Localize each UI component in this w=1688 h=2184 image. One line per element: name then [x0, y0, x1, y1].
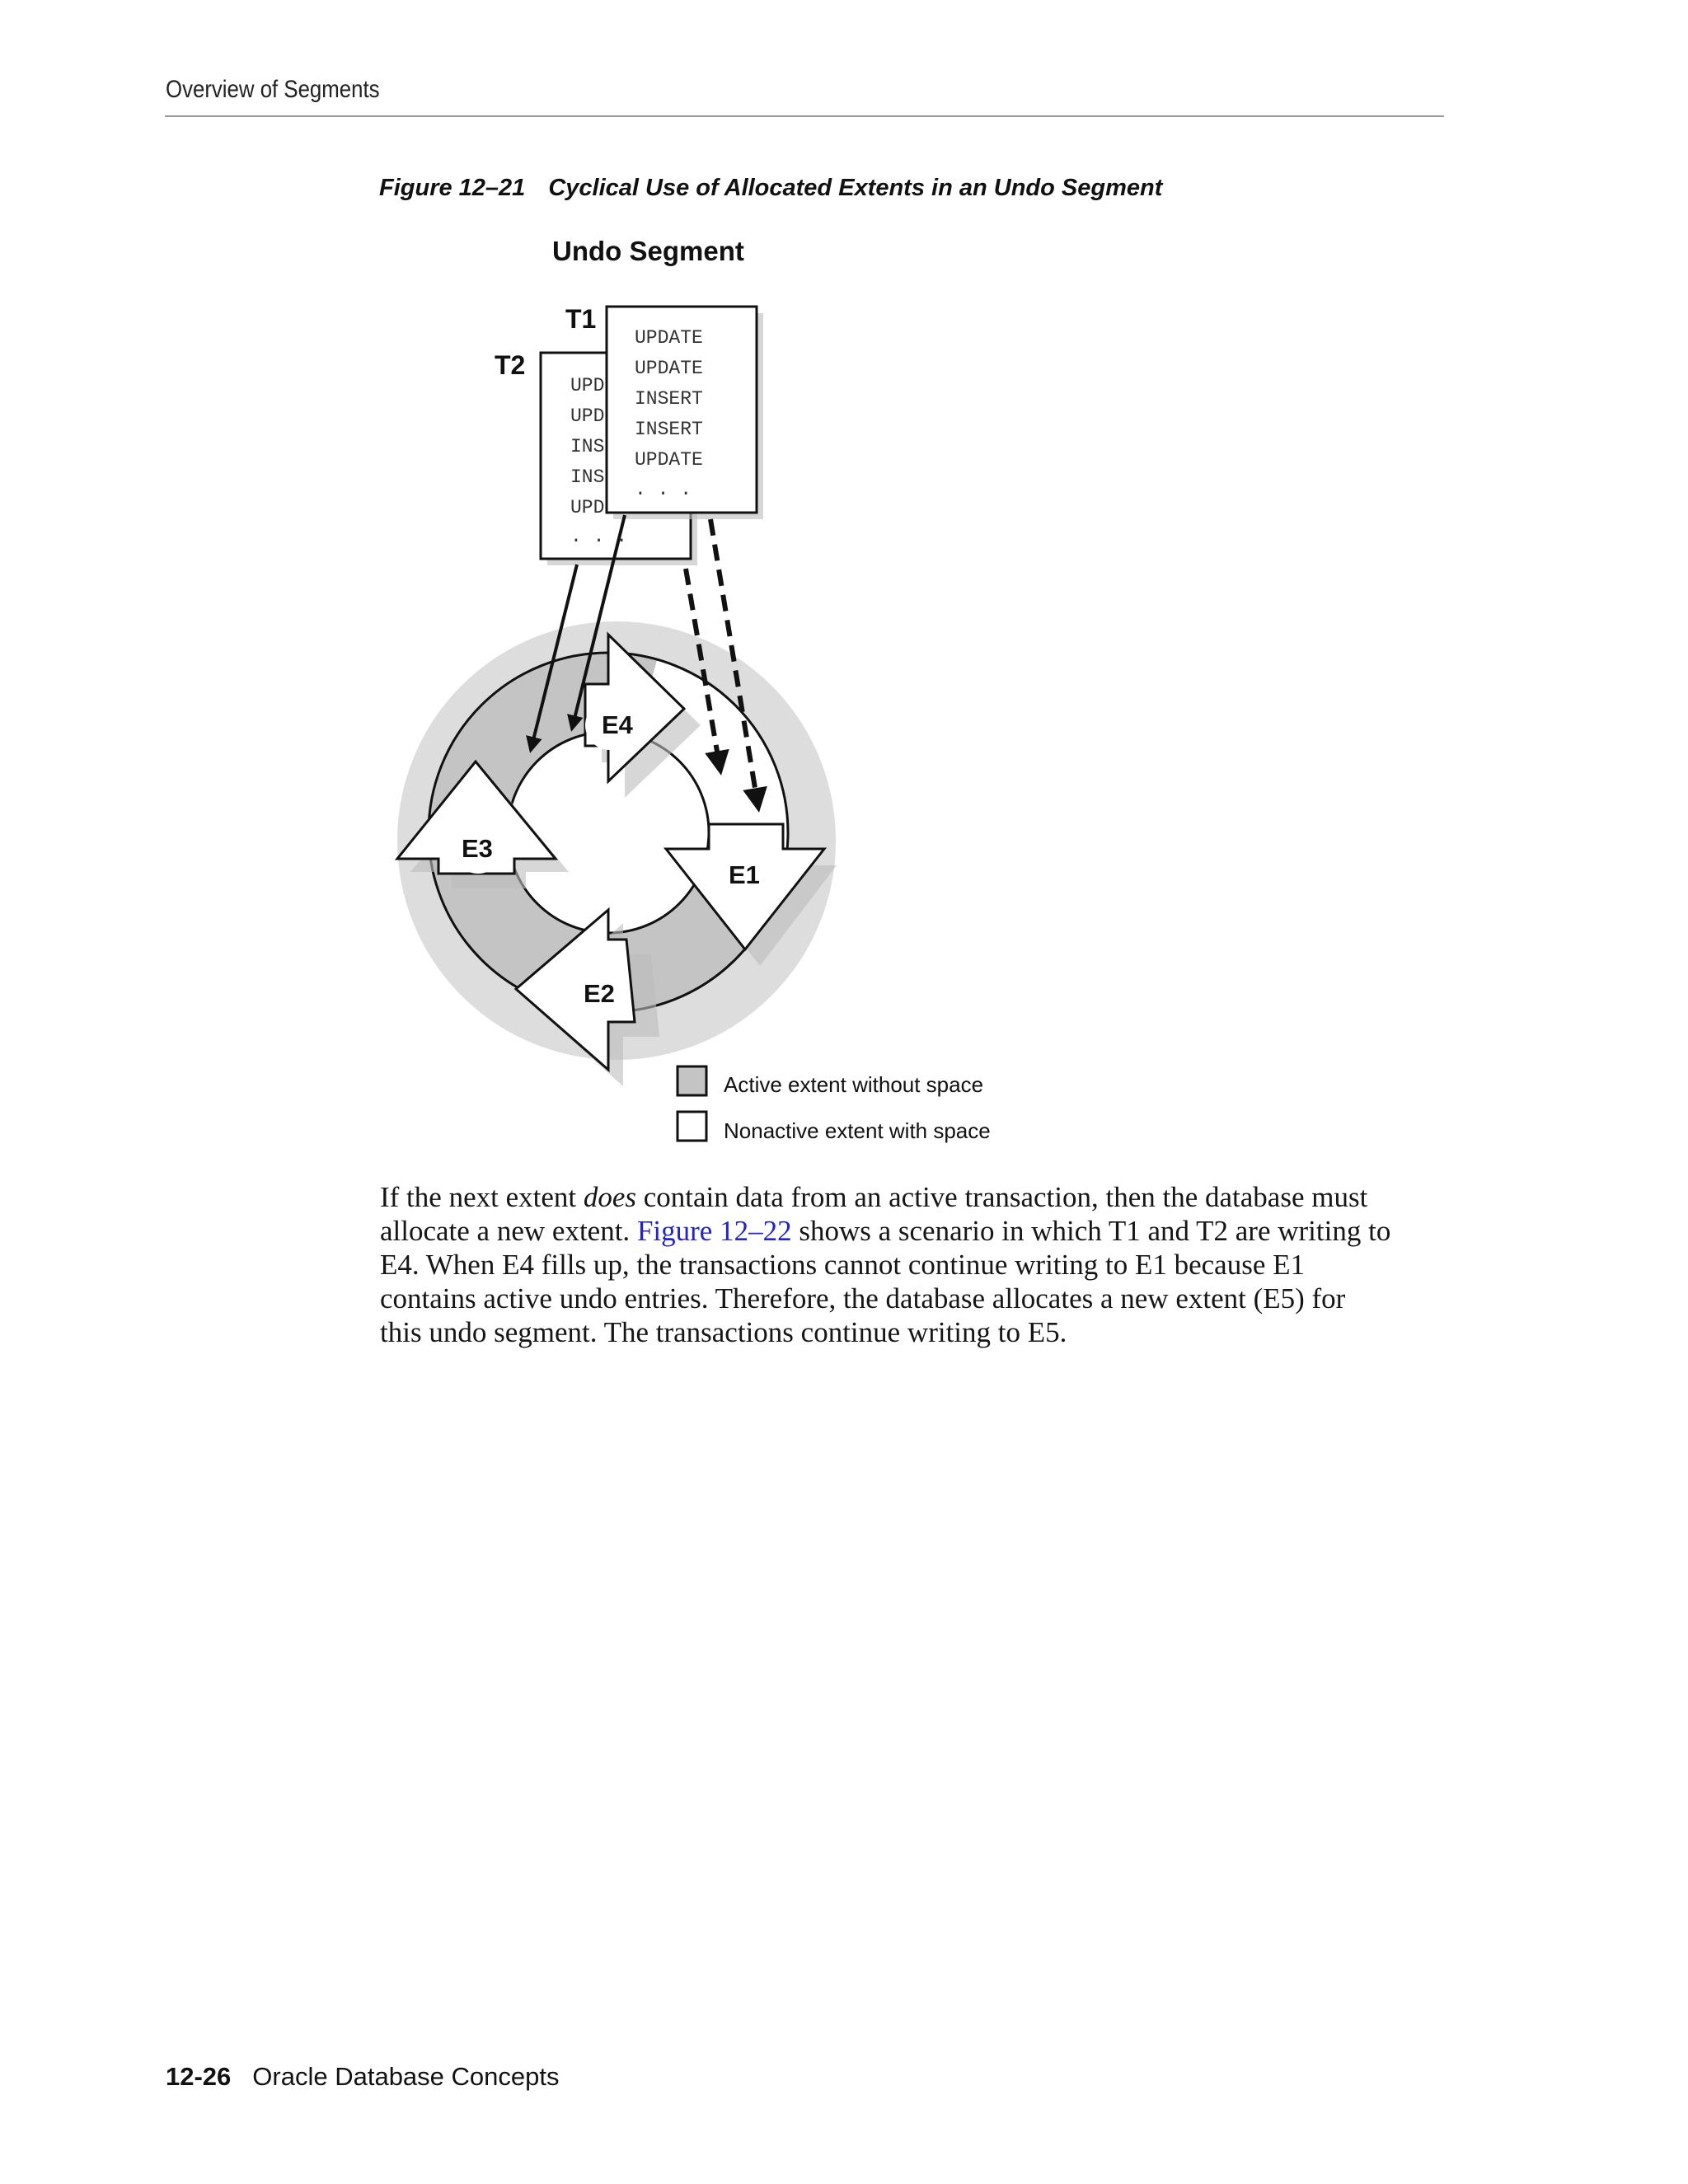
t2-entry: UPD [570, 497, 605, 518]
body-text-fragment: contain data from an active transaction, then the database must [636, 1181, 1368, 1213]
figure-number: Figure 12–21 [379, 175, 526, 201]
emphasis: does [583, 1181, 637, 1213]
legend-swatch-nonactive [678, 1112, 706, 1141]
legend-label-nonactive: Nonactive extent with space [724, 1118, 991, 1143]
t1-entry: INSERT [635, 388, 703, 410]
page-footer [166, 2062, 560, 2092]
body-paragraph [380, 1180, 1451, 1349]
body-line [380, 1214, 1451, 1248]
t2-label: T2 [495, 350, 526, 380]
t1-entry: . . . [635, 479, 692, 500]
legend-swatch-active [678, 1066, 706, 1095]
t1-entry: INSERT [635, 419, 703, 440]
body-line [380, 1180, 1451, 1214]
t2-entry: UPD [570, 405, 605, 427]
body-text-fragment: allocate a new extent. [380, 1215, 637, 1247]
figure-12-22-link[interactable]: Figure 12–22 [636, 1215, 792, 1247]
t2-entry: INS [570, 436, 605, 457]
body-line: this undo segment. The transactions continue writing to E5. [380, 1316, 1067, 1348]
book-title: Oracle Database Concepts [252, 2062, 560, 2091]
t1-entry: UPDATE [635, 327, 703, 349]
running-head: Overview of Segments [166, 76, 380, 103]
e3-label: E3 [462, 834, 493, 863]
page-number: 12-26 [166, 2062, 232, 2091]
body-line: E4. When E4 fills up, the transactions cannot continue writing to E1 because E1 [380, 1249, 1305, 1281]
t1-entry: UPDATE [635, 358, 703, 379]
figure-title: Cyclical Use of Allocated Extents in an Undo Segment [548, 175, 1163, 201]
body-text-fragment: If the next extent [380, 1181, 584, 1213]
e2-label: E2 [584, 979, 615, 1008]
legend [678, 1066, 991, 1143]
t1-label: T1 [565, 304, 597, 334]
t2-entry: . . . [570, 526, 628, 547]
body-text-fragment: shows a scenario in which T1 and T2 are writing to [791, 1215, 1391, 1247]
legend-label-active: Active extent without space [724, 1072, 984, 1097]
e1-label: E1 [729, 860, 760, 889]
t2-entry: UPD [570, 375, 605, 396]
diagram-title: Undo Segment [552, 236, 744, 266]
e4-label: E4 [602, 710, 633, 739]
t1-entry: UPDATE [635, 449, 703, 471]
t2-entry: INS [570, 466, 605, 488]
body-line: contains active undo entries. Therefore, the database allocates a new extent (E5) for [380, 1282, 1346, 1315]
